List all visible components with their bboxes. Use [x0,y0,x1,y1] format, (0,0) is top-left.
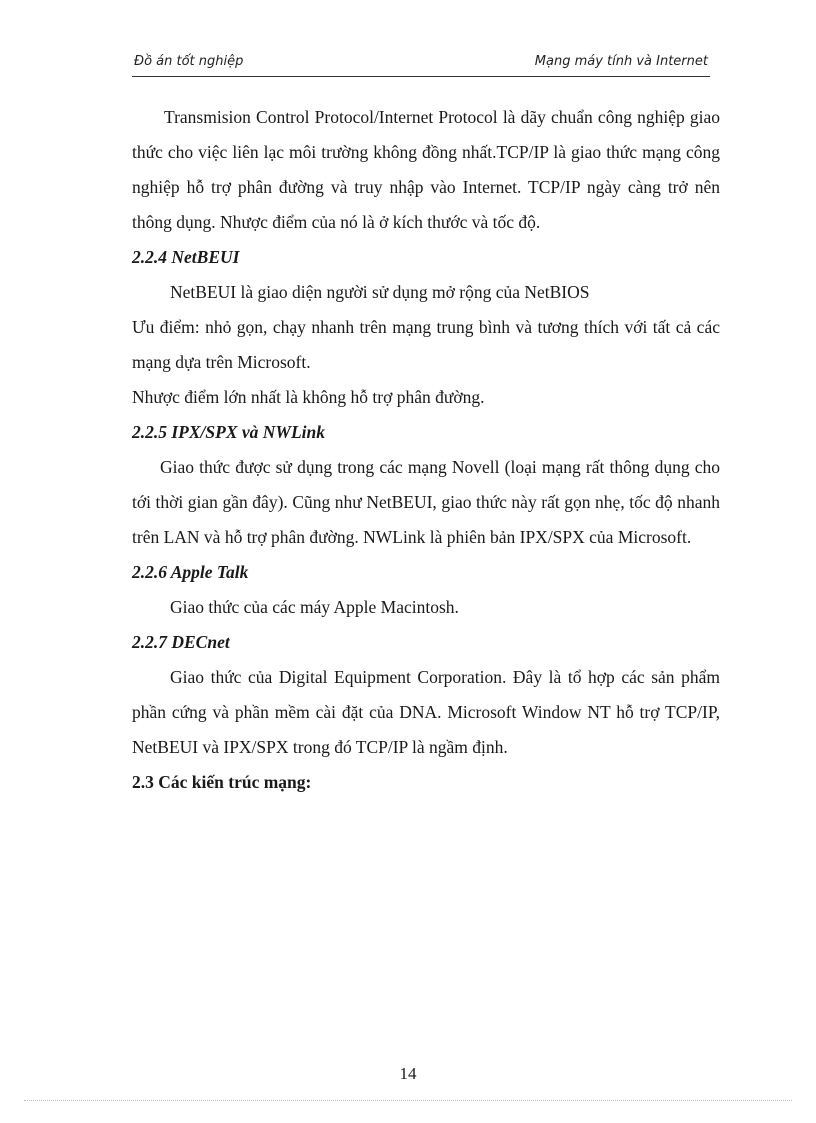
paragraph-netbeui-advantages: Ưu điểm: nhỏ gọn, chạy nhanh trên mạng trung bình và tương thích với tất cả các mạng dựa trên Microsoft. [132,317,720,372]
heading-decnet: 2.2.7 DECnet [132,632,230,652]
heading-netbeui: 2.2.4 NetBEUI [132,247,240,267]
page-number: 14 [399,1064,417,1083]
heading-title: Các kiến trúc mạng: [158,772,312,792]
paragraph-apple-talk: Giao thức của các máy Apple Macintosh. [170,597,459,617]
page-header [132,52,710,77]
document-body [132,100,720,800]
paragraph-netbeui-disadvantages: Nhược điểm lớn nhất là không hỗ trợ phân đường. [132,387,485,407]
paragraph-tcpip: Transmision Control Protocol/Internet Protocol là dãy chuẩn công nghiệp giao thức cho việc liên lạc môi trường không đồng nhất.TCP/IP là giao thức mạng công nghiệp hỗ trợ phân đường và truy nhập vào Internet. TCP/IP ngày càng trở nên thông dụng. Nhược điểm của nó là ở kích thước và tốc độ. [132,107,720,232]
heading-network-architectures [132,765,720,800]
header-right-title: Mạng máy tính và Internet [534,54,708,69]
heading-ipx-spx: 2.2.5 IPX/SPX và NWLink [132,422,326,442]
page-bottom-divider [24,1100,792,1101]
heading-number: 2.3 [132,772,154,792]
paragraph-ipx-spx: Giao thức được sử dụng trong các mạng Novell (loại mạng rất thông dụng cho tới thời gian gần đây). Cũng như NetBEUI, giao thức này rất gọn nhẹ, tốc độ nhanh trên LAN và hỗ trợ phân đường. NWLink là phiên bản IPX/SPX của Microsoft. [132,457,720,547]
paragraph-decnet: Giao thức của Digital Equipment Corporation. Đây là tổ hợp các sản phẩm phần cứng và phần mềm cài đặt của DNA. Microsoft Window NT hỗ trợ TCP/IP, NetBEUI và IPX/SPX trong đó TCP/IP là ngầm định. [132,667,720,757]
paragraph-netbeui-intro: NetBEUI là giao diện người sử dụng mở rộng của NetBIOS [170,282,590,302]
header-left-title: Đồ án tốt nghiệp [134,54,244,69]
heading-apple-talk: 2.2.6 Apple Talk [132,562,249,582]
